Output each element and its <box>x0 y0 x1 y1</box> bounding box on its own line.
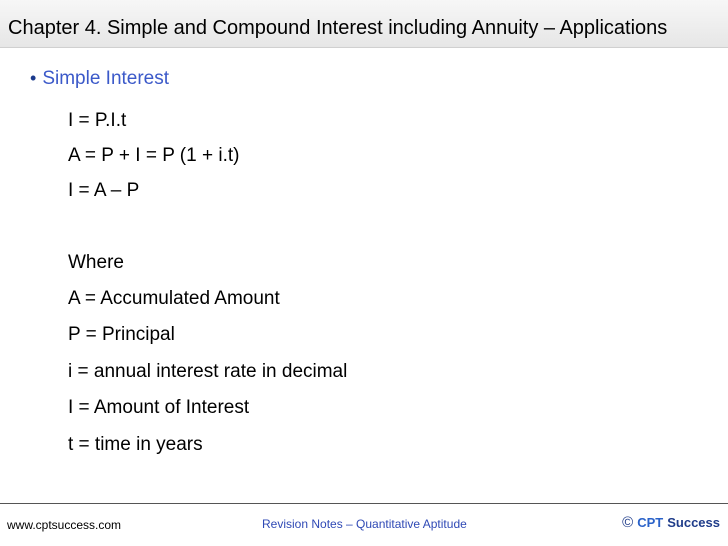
formula-amount: A = P + I = P (1 + i.t) <box>68 145 240 166</box>
copyright-icon: © <box>622 514 634 531</box>
footer-brand <box>622 515 720 531</box>
bullet-label: Simple Interest <box>42 68 170 89</box>
footer-center-text: Revision Notes – Quantitative Aptitude <box>262 517 467 531</box>
definition-interest-rate: i = annual interest rate in decimal <box>68 361 348 382</box>
formula-interest: I = P.I.t <box>68 110 127 131</box>
bullet-simple-interest <box>30 67 169 90</box>
definition-principal: P = Principal <box>68 324 175 345</box>
where-label: Where <box>68 252 124 273</box>
bullet-icon: • <box>30 68 37 88</box>
brand-cpt: CPT <box>637 515 664 530</box>
brand-success: Success <box>667 515 720 530</box>
definition-time: t = time in years <box>68 434 203 455</box>
slide-title: Chapter 4. Simple and Compound Interest including Annuity – Applications <box>8 17 668 39</box>
definition-amount-of-interest: I = Amount of Interest <box>68 397 250 418</box>
slide-header <box>0 0 728 48</box>
header-divider <box>0 47 728 48</box>
definition-accumulated-amount: A = Accumulated Amount <box>68 288 280 309</box>
footer-website: www.cptsuccess.com <box>7 518 122 532</box>
formula-interest-difference: I = A – P <box>68 180 140 201</box>
